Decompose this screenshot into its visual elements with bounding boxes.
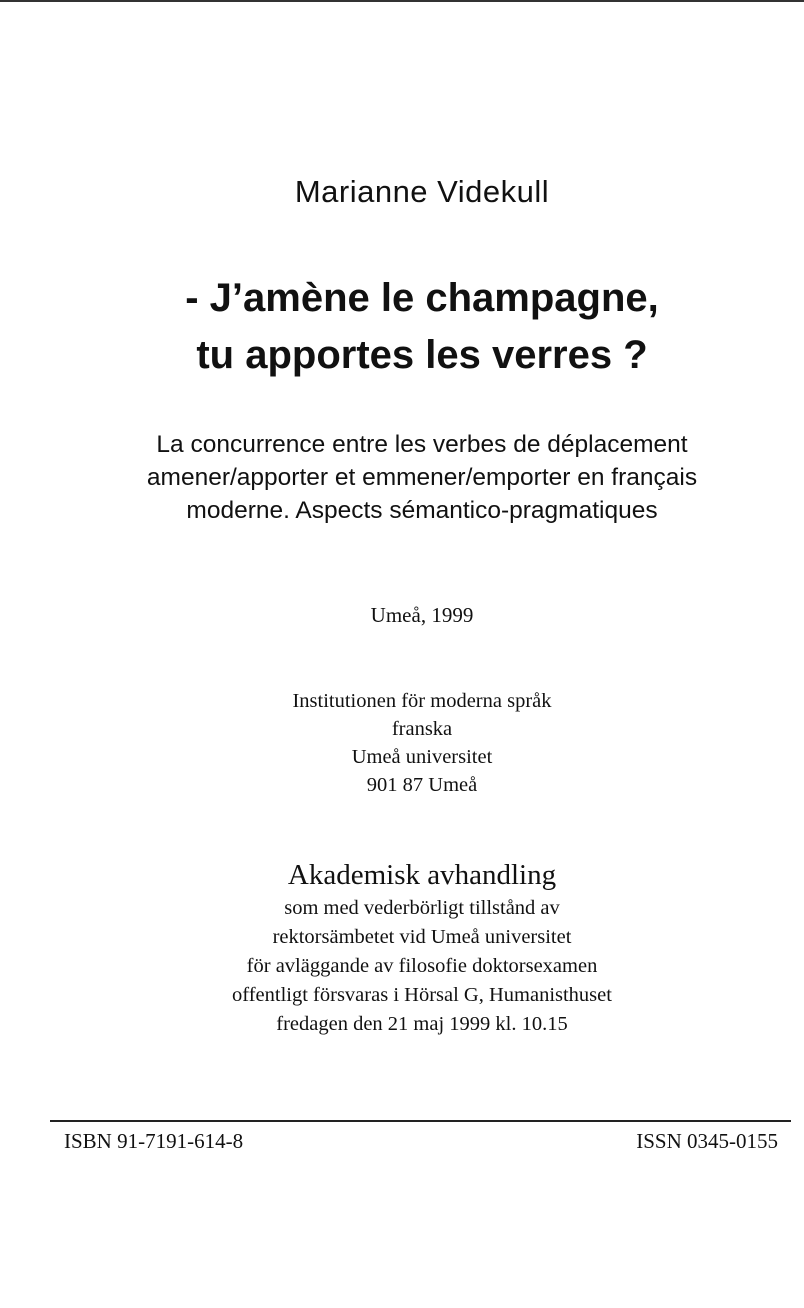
footer-divider (50, 1120, 791, 1122)
institution-university: Umeå universitet (351, 746, 493, 768)
dissertation-line-1: som med vederbörligt tillstånd av (284, 897, 560, 919)
subtitle-line-3: moderne. Aspects sémantico-pragmatiques (186, 497, 658, 524)
dissertation-statement (20, 894, 804, 1039)
institution-section: franska (391, 718, 453, 740)
dissertation-line-2: rektorsämbetet vid Umeå universitet (272, 926, 572, 948)
institution-address: 901 87 Umeå (366, 774, 478, 796)
page-title (20, 270, 804, 384)
institution-department: Institutionen för moderna språk (292, 690, 552, 712)
dissertation-line-4: offentligt försvaras i Hörsal G, Humanisthuset (232, 984, 612, 1006)
dissertation-line-5: fredagen den 21 maj 1999 kl. 10.15 (276, 1013, 568, 1035)
title-line-1: - J’amène le champagne, (185, 276, 659, 320)
place-and-year: Umeå, 1999 (370, 603, 474, 627)
top-border-rule (0, 0, 804, 2)
subtitle-line-1: La concurrence entre les verbes de déplacement (156, 431, 688, 458)
author-name: Marianne Videkull (294, 174, 550, 209)
subtitle-line-2: amener/apporter et emmener/emporter en français (146, 464, 698, 491)
issn-number: ISSN 0345-0155 (636, 1129, 778, 1153)
title-line-2: tu apportes les verres ? (196, 333, 648, 377)
dissertation-heading: Akademisk avhandling (287, 859, 557, 891)
dissertation-line-3: för avläggande av filosofie doktorsexamen (246, 955, 598, 977)
isbn-number: ISBN 91-7191-614-8 (64, 1129, 244, 1153)
subtitle (20, 428, 804, 527)
institution-block (20, 687, 804, 799)
